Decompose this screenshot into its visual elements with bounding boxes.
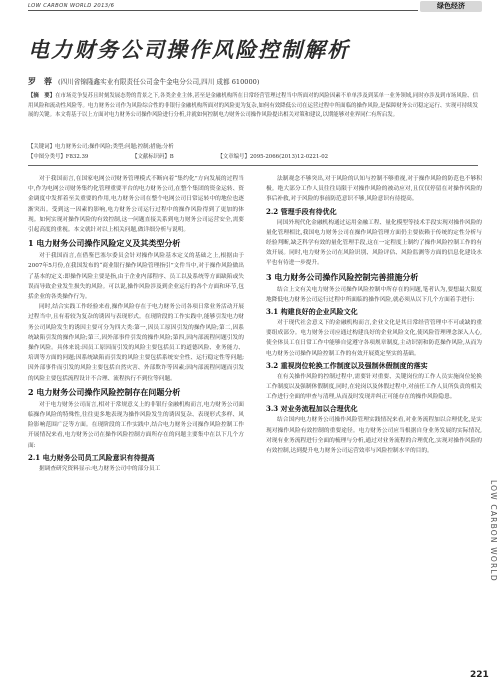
abstract-text: 在市场竞争复苏且时刻发展态势的背景之下,各类企业主体,甚至是金融机构所在日常经营管理过程当中所面对的风险因素不单单涉及到某单一业务领域,同时亦涉及到市场风险、信用风险和流动性风险等。电力财务公司作为风险综合性的非银行金融机构所面对的风险更为复杂,如何有效降低公司在运营过程中所面临的操作风险,是保障财务公司稳定运行、实现可持续发展的关键。本文将基于以上方面对电力财务公司操作风险进行分析,并就如何控制电力财务公司操作风险提出相关对策和建议,以期能够对业界同仁有所启发。: [28, 93, 478, 119]
section-heading: 3.1 构建良好的企业风险文化: [266, 307, 358, 317]
section-heading: 3 电力财务公司操作风险控制完善措施分析: [266, 271, 419, 282]
body-paragraph: 对于我国而言,在国家电网公司财务管理模式不断向着“集约化”方向发展的过程当中,作为电网公司财务集约化管理重要平台的电力财务公司,在整个集团的资金运转、资金调度中发挥着至关重要的作用,电力财务公司在整个电网公司日常运转中的地位也逐渐突出。受到这一因素的影响,电力财务公司运行过程中的操作风险得到了更加的体现。如何实现对操作风险的有效控制,这一问题直接关系到电力财务公司运营安全,需要引起高度的重视。本文就针对以上相关问题,做详细分析与说明。: [28, 176, 244, 234]
section-heading: 2.2 管理手段有待优化: [266, 206, 337, 216]
section-heading: 3.2 重视岗位轮换工作制度以及强制休假制度的落实: [266, 360, 428, 370]
section-heading: 1 电力财务公司操作风险定义及其类型分析: [28, 238, 181, 249]
article-number: 【文章编号】2095-2066(2013)12-0221-02: [217, 154, 329, 160]
abstract-label: 【摘 要】: [28, 93, 56, 99]
clc-code: 【中图分类号】F832.39: [28, 154, 89, 160]
body-paragraph: 对于现代社会意义下的金融机构而言,企业文化是其日常经营管理中不可或缺的重要组成部分。电力财务公司应通过构建良好的企业风险文化,使风险管理理念深入人心,使全体员工在日常工作中能够自觉遵守各项规章制度,主动识别和防范操作风险,从而为电力财务公司操作风险控制工作的有效开展奠定坚实的基础。: [266, 320, 482, 357]
classification-line: [28, 153, 478, 162]
section-heading: 3.3 对业务流程加以合理优化: [266, 404, 358, 414]
abstract: [28, 92, 478, 121]
abstract-rule: [28, 165, 478, 166]
page-number: 221: [470, 670, 489, 680]
doc-code: 【文献标识码】B: [132, 154, 174, 160]
body-paragraph: 据调查研究资料显示:电力财务公司中的部分员工: [39, 465, 161, 472]
author-line: [28, 76, 478, 87]
article-title: 电力财务公司操作风险控制解析: [28, 37, 350, 62]
body-paragraph: 对于电力财务公司而言,相对于常规意义上的非银行金融机构而言,电力财务公司面临操作风险的特殊性,往往更多地表现为操作风险发生的诱因复杂、表现形式多样、风险影响范围广泛等方面。在现阶段的工作实践中,结合电力财务公司操作风险控制工作开展情况来看,电力财务公司在操作风险控制方面所存在的问题主要集中在以下几个方面:: [28, 401, 244, 449]
body-right-column: [266, 174, 482, 456]
journal-header: LOW CARBON WORLD 2013/6: [28, 3, 115, 9]
header-rule: [28, 10, 418, 11]
section-tag: 绿色经济: [420, 1, 482, 12]
running-header: [0, 0, 502, 15]
body-paragraph: 同时,结合实践工作经验来看,操作风险存在于电力财务公司各项日常业务活动开展过程当中,且有着较为复杂的诱因与表现形式。在现阶段的工作实践中,能够引发电力财务公司风险发生的诱因主要可分为四大类:第一,因员工原因引发的操作风险;第二,因系统缺陷引发的操作风险;第三,因外部事件引发的操作风险;第四,因内部流程问题引发的操作风险。具体来说:因员工原因而引发的风险主要包括员工的道德风险、业务能力、培训等方面的问题;因系统缺陷而引发的风险主要包括系统安全性、运行稳定性等问题;因外部事件而引发的风险主要包括自然灾害、外部欺诈等因素;因内部流程问题而引发的风险主要包括流程设计不合理、流程执行不到位等问题。: [28, 304, 244, 382]
section-heading: 2.1 电力财务公司员工风险意识有待提高: [28, 452, 155, 462]
author-affiliation: (四川省锦隆鑫实业有限责任公司金牛金电分公司,四川 成都 610000): [58, 78, 260, 86]
body-paragraph: 结合上文有关电力财务公司操作风险控制中所存在的问题,笔者认为,要想最大限度地降低电力财务公司运行过程中所面临的操作风险,就必须从以下几个方面着手进行:: [266, 286, 482, 303]
keywords-label: 【关键词】: [28, 144, 55, 150]
section-heading: 2 电力财务公司操作风险控制存在问题分析: [28, 386, 181, 397]
author-name: 罗 蓉: [28, 76, 52, 86]
body-paragraph: 在有关操作风险的控制过程中,需要针对重要、关键岗位的工作人员实施岗位轮换工作制度以及强制休假制度,同时,在轮岗以及休假过程中,对前任工作人员所负责的相关工作进行全面的审查与清理,从而及时发现并纠正可能存在的操作风险隐患。: [266, 373, 482, 401]
keywords: [28, 143, 478, 152]
watermark: LOW CARBON WORLD: [489, 480, 498, 582]
body-left-column: [28, 174, 244, 474]
body-paragraph: 结合国内电力财务公司操作风险管理实践情况来看,对业务流程加以合理优化,是实现对操作风险有效控制的重要途径。电力财务公司应当根据自身业务发展的实际情况,对现有业务流程进行全面的梳理与分析,通过对业务流程的合理优化,实现对操作风险的有效控制,达到提升电力财务公司运营效率与风险控制水平的目的。: [266, 417, 482, 455]
body-paragraph: 同国外现代化金融机构通过运用金融工程、量化模型等技术手段实现对操作风险的量化管理相比,我国电力财务公司在操作风险管理方面仍主要依赖于传统的定性分析与经验判断,缺乏科学有效的量化管理手段,这在一定程度上制约了操作风险控制工作的有效开展。同时,电力财务公司在风险识别、风险评估、风险监测等方面的信息化建设水平也有待进一步提升。: [266, 219, 482, 267]
body-paragraph: 对于我国而言,在借鉴巴塞尔委员会针对操作风险基本定义的基础之上,根据由于2007年5月份,在我国发布的“商业银行操作风险管理指引”文件当中,对于操作风险做出了基本的定义:即操作风险主要是指,由于企业内部程序、员工以及系统等方面缺陷或失误而导致企业发生损失的风险。可以说,操作风险涉及到企业运行的各个方面和环节,包括企业的各类操作行为。: [28, 253, 244, 301]
keywords-text: 电力财务公司;操作风险;类型;问题;控制;措施;分析: [54, 144, 174, 150]
body-paragraph: 法制观念不够突出,对于风险的认知与控制不够重视,对于操作风险的防范也不够积极。绝大部分工作人员往往局限于对操作风险的被动应对,且仅仅停留在对操作风险的事后补救,对于风险的事前防范意识不够,风险意识有待提高。: [266, 176, 482, 203]
